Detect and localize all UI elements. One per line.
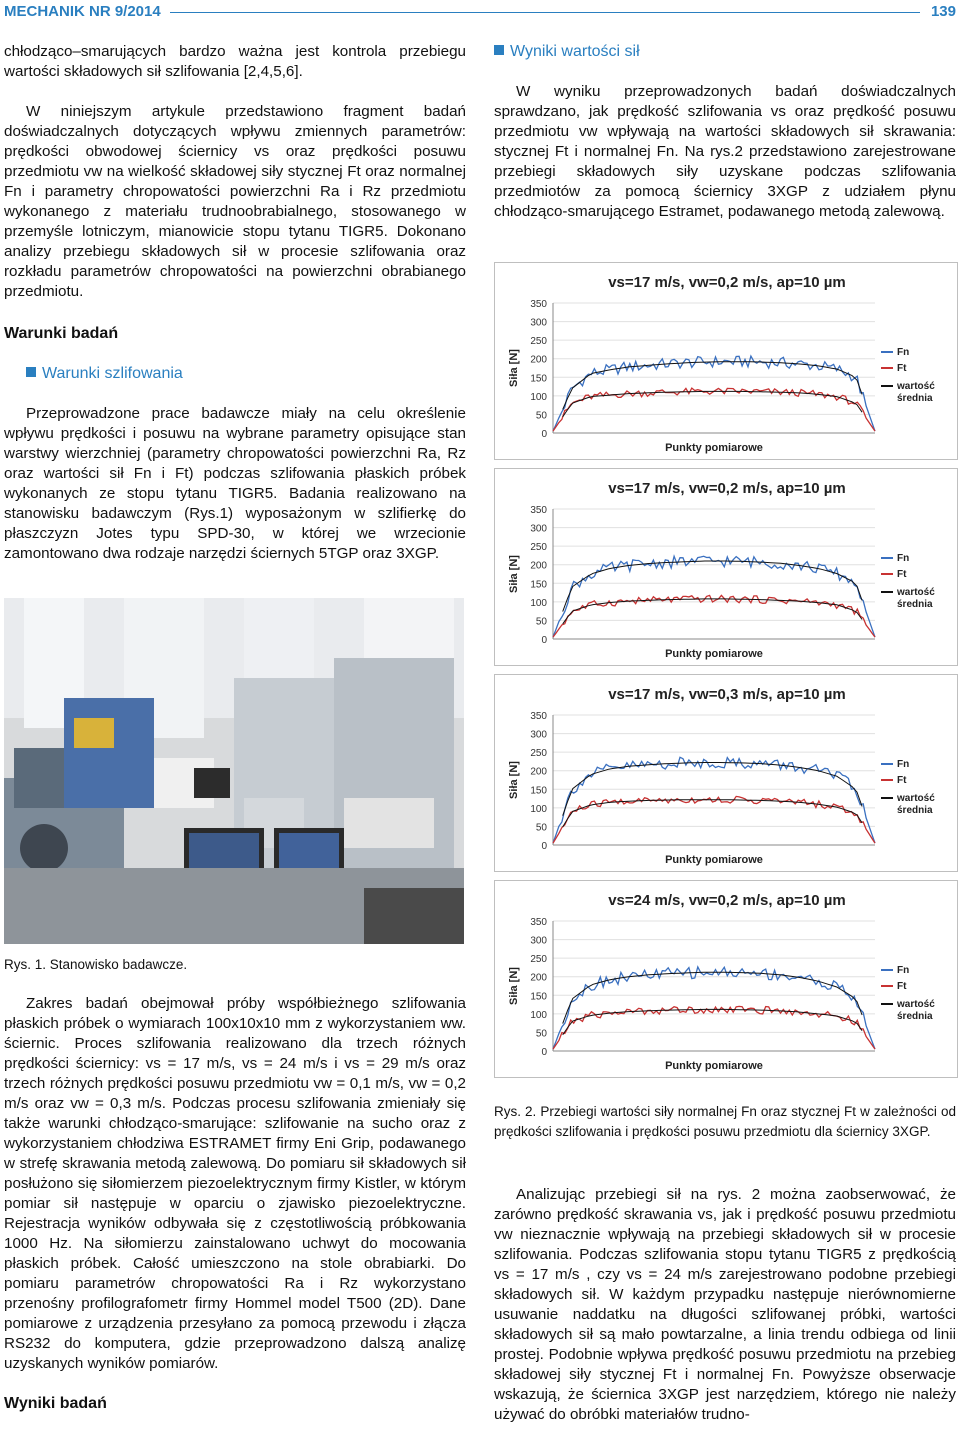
left-lower-column	[4, 994, 466, 1414]
legend-label: średnia	[897, 599, 933, 610]
force-chart-3	[494, 674, 958, 872]
legend-label: Fn	[897, 553, 910, 564]
legend-label: Ft	[897, 775, 907, 786]
y-axis-label: Siła [N]	[508, 555, 520, 593]
chart-title: vs=17 m/s, vw=0,2 m/s, ap=10 µm	[608, 274, 846, 291]
series-line-fn	[553, 556, 875, 637]
y-tick-label: 0	[541, 841, 547, 852]
right-lower-column	[494, 1185, 956, 1425]
y-tick-label: 0	[541, 1047, 547, 1058]
x-axis-label: Punkty pomiarowe	[665, 854, 763, 866]
y-tick-label: 50	[535, 616, 547, 628]
legend-label: wartość	[897, 999, 935, 1010]
legend-label: Fn	[897, 759, 910, 770]
right-paragraph-1: W wyniku przeprowadzonych badań doświadczalnych sprawdzano, jak prędkość szlifowania vs oraz prędkość posuwu przedmiotu vw wpływają na wartości składowych sił skrawania: stycznej Ft i normalnej Fn. Na rys.2 przedstawiono zarejestrowane przebiegi składowych siły uzyskane podczas szlifowania przedmiotów za pomocą ściernicy 3XGP z udziałem płynu chłodząco-smarującego Estramet, podawanego metodą zalewową.	[494, 83, 956, 220]
y-tick-label: 150	[530, 579, 547, 591]
y-tick-label: 0	[541, 635, 547, 646]
y-tick-label: 300	[530, 729, 547, 741]
legend-label: wartość	[897, 587, 935, 598]
series-line-ft	[553, 388, 875, 431]
section-heading-conditions: Warunki badań	[4, 325, 119, 342]
y-tick-label: 200	[530, 766, 547, 778]
y-tick-label: 200	[530, 354, 547, 366]
bullet-square-icon	[26, 367, 36, 377]
force-chart-3-svg	[495, 675, 957, 871]
series-line-fn	[553, 967, 875, 1049]
y-tick-label: 200	[530, 972, 547, 984]
page-number: 139	[930, 3, 956, 20]
subsection-heading-grinding	[4, 364, 466, 384]
x-axis-label: Punkty pomiarowe	[665, 442, 763, 454]
x-axis-label: Punkty pomiarowe	[665, 648, 763, 660]
y-tick-label: 100	[530, 597, 547, 609]
right-paragraph-2: Analizując przebiegi sił na rys. 2 można zaobserwować, że zarówno prędkość skrawania vs, jak i prędkość posuwu przedmiotu vw nieznacznie wpływają na przebiegi składowych sił w procesie szlifowania. Podczas szlifowania stopu tytanu TIGR5 z prędkością vs = 17 m/s , czy vs = 24 m/s zarejestrowano podobne przebiegi składowych sił. W każdym przypadku następuje nierównomierne usuwanie naddatku na długości szlifowanej próbki, wartości składowych sił są mało powtarzalne, a linia trendu odbiega od linii prostej. Podobnie wpływa prędkość posuwu przedmiotu na przebieg składowej siły stycznej Ft i normalnej Fn. Powyższe obserwacje wskazują, że ściernica 3XGP jest narzędziem, którego nie należy używać do obróbki materiałów trudno-	[494, 1186, 956, 1423]
y-tick-label: 100	[530, 391, 547, 403]
figure-1-caption: Rys. 1. Stanowisko badawcze.	[4, 957, 188, 972]
left-paragraph-4: Zakres badań obejmował próby współbieżnego szlifowania płaskich próbek o wymiarach 100x10x10 mm z wykorzystaniem ww. ściernic. Proces szlifowania realizowano dla trzech różnych prędkości ściernicy: vs = 17 m/s, vs = 24 m/s i vs = 29 m/s oraz trzech różnych prędkości posuwu przedmiotu vw = 0,1 m/s, vw = 0,2 m/s oraz vw = 0,3 m/s. Podczas procesu szlifowania zmieniały się także warunki chłodząco-smarujące: szlifowanie na sucho oraz z wykorzystaniem chłodziwa ESTRAMET firmy Eni Grip, podawanego w strefę skrawania metodą zalewową. Do pomiaru sił składowych sił posłużono się siłomierzem piezoelektrycznym firmy Kistler, w którym pomiar sił następuje w oparciu o zjawisko piezoelektryczne. Rejestracja wyników odbywała się z częstotliwością próbkowania 1000 Hz. Na siłomierzu zainstalowano uchwyt do mocowania płaskich próbek. Całość umieszczono na stole obrabiarki. Do pomiaru parametrów chropowatości Ra i Rz wykorzystano przenośny profilografometr firmy Hommel model T500 (2D). Dane pomiarowe z urządzenia przesyłano za pomocą przewodu i złącza RS232 do komputera, gdzie przeprowadzono dalszą analizę uzyskanych wyników pomiarów.	[4, 995, 466, 1372]
test-stand-photo	[4, 598, 464, 944]
y-tick-label: 250	[530, 336, 547, 348]
trend-line-ft	[563, 800, 862, 827]
y-tick-label: 300	[530, 523, 547, 535]
y-tick-label: 350	[530, 505, 547, 516]
trend-line-fn	[563, 362, 862, 410]
y-tick-label: 250	[530, 748, 547, 760]
y-tick-label: 100	[530, 803, 547, 815]
chart-title: vs=17 m/s, vw=0,3 m/s, ap=10 µm	[608, 686, 846, 703]
y-tick-label: 50	[535, 822, 547, 834]
page-header	[0, 0, 960, 26]
legend-label: Fn	[897, 965, 910, 976]
y-tick-label: 350	[530, 711, 547, 722]
force-chart-2-svg	[495, 469, 957, 665]
x-axis-label: Punkty pomiarowe	[665, 1060, 763, 1072]
legend-label: Ft	[897, 363, 907, 374]
legend-label: wartość	[897, 381, 935, 392]
y-tick-label: 250	[530, 954, 547, 966]
y-axis-label: Siła [N]	[508, 967, 520, 1005]
chart-title: vs=17 m/s, vw=0,2 m/s, ap=10 µm	[608, 480, 846, 497]
legend-label: średnia	[897, 1011, 933, 1022]
left-paragraph-2: W niniejszym artykule przedstawiono fragment badań doświadczalnych dotyczących wpływu zmiennych parametrów: prędkości obwodowej ściernicy vs oraz prędkości posuwu przedmiotu vw na wielkość składowej siły stycznej Ft oraz normalnej Fn i parametry chropowatości powierzchni Ra i Rz przedmiotu wykonanego z materiału trudnoobrabialnego, stosowanego w przemyśle lotniczym, mianowicie stopu tytanu TIGR5. Dokonano analizy przebiegu składowych sił w procesie szlifowania oraz rozkładu parametrów chropowatości na powierzchni obrabianego przedmiotu.	[4, 103, 466, 300]
left-paragraph-3: Przeprowadzone prace badawcze miały na celu określenie wpływu prędkości i posuwu na wybrane parametry opisujące stan warstwy wierzchniej (parametry chropowatości powierzchni Ra, Rz oraz wartości sił Fn i Ft) podczas szlifowania płaskich próbek wykonanych ze stopu tytanu TIGR5. Badania realizowano na stanowisku badawczym (Rys.1) wyposażonym w szlifierkę do płaszczyzn Jotes typu SPD-30, w której we wrzecionie zamontowano dwa rodzaje narzędzi ściernych 5TGP oraz 3XGP.	[4, 405, 466, 562]
trend-line-ft	[563, 391, 862, 417]
y-tick-label: 300	[530, 935, 547, 947]
force-chart-1-svg	[495, 263, 957, 459]
legend-label: wartość	[897, 793, 935, 804]
y-tick-label: 350	[530, 299, 547, 310]
force-chart-1	[494, 262, 958, 460]
subsection-heading-forces	[494, 42, 956, 62]
journal-name: MECHANIK NR 9/2014	[4, 3, 161, 20]
legend-label: średnia	[897, 805, 933, 816]
legend-label: Ft	[897, 569, 907, 580]
left-column	[4, 42, 466, 564]
subsection-heading-grinding-label: Warunki szlifowania	[42, 365, 183, 382]
y-tick-label: 350	[530, 917, 547, 928]
left-paragraph-1: chłodząco–smarujących bardzo ważna jest kontrola przebiegu wartości składowych sił szlifowania [2,4,5,6].	[4, 43, 466, 80]
y-tick-label: 200	[530, 560, 547, 572]
y-tick-label: 50	[535, 410, 547, 422]
figure-2-caption: Rys. 2. Przebiegi wartości siły normalnej Fn oraz stycznej Ft w zależności od prędkości szlifowania i prędkości posuwu przedmiotu dla ściernicy 3XGP.	[494, 1104, 956, 1139]
y-tick-label: 150	[530, 785, 547, 797]
force-chart-2	[494, 468, 958, 666]
y-axis-label: Siła [N]	[508, 761, 520, 799]
bullet-square-icon	[494, 45, 504, 55]
y-tick-label: 0	[541, 429, 547, 440]
y-tick-label: 50	[535, 1028, 547, 1040]
legend-label: średnia	[897, 393, 933, 404]
chart-title: vs=24 m/s, vw=0,2 m/s, ap=10 µm	[608, 892, 846, 909]
legend-label: Fn	[897, 347, 910, 358]
header-rule	[170, 12, 920, 13]
series-line-ft	[553, 1006, 875, 1049]
y-tick-label: 300	[530, 317, 547, 329]
right-column	[494, 42, 956, 222]
section-heading-results: Wyniki badań	[4, 1395, 107, 1412]
subsection-heading-forces-label: Wyniki wartości sił	[510, 43, 640, 60]
y-tick-label: 250	[530, 542, 547, 554]
y-tick-label: 150	[530, 373, 547, 385]
force-chart-4	[494, 880, 958, 1078]
y-tick-label: 100	[530, 1009, 547, 1021]
figure-1-photo	[4, 598, 464, 944]
y-axis-label: Siła [N]	[508, 349, 520, 387]
legend-label: Ft	[897, 981, 907, 992]
y-tick-label: 150	[530, 991, 547, 1003]
force-chart-4-svg	[495, 881, 957, 1077]
